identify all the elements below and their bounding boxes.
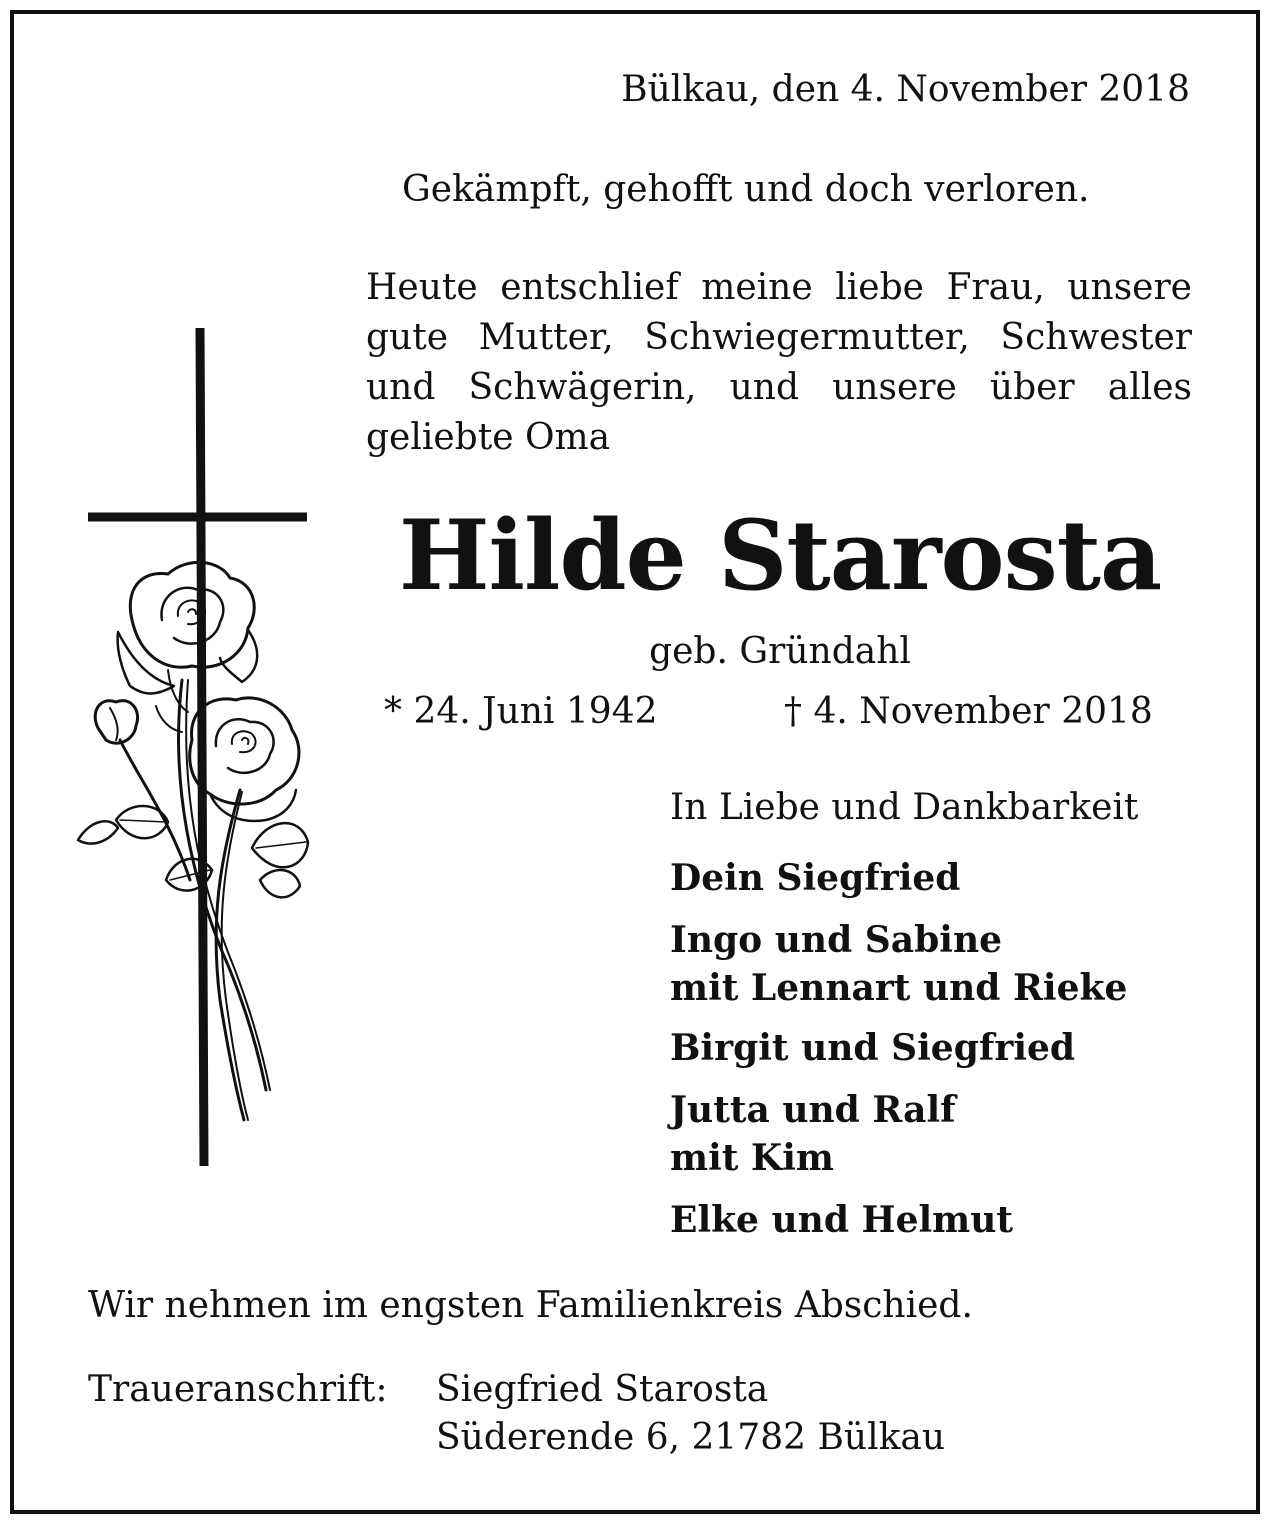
address-label: Traueranschrift: xyxy=(88,1369,388,1410)
mourner-line: Elke und Helmut xyxy=(670,1199,1014,1241)
farewell-text: Wir nehmen im engsten Familienkreis Abschied. xyxy=(88,1285,973,1326)
death-date: † 4. November 2018 xyxy=(784,691,1153,732)
mourner-line: mit Kim xyxy=(670,1137,834,1179)
maiden-name: geb. Gründahl xyxy=(649,631,911,672)
deceased-name: Hilde Starosta xyxy=(398,499,1162,612)
mourner-line: Jutta und Ralf xyxy=(670,1089,956,1131)
intro-line-2: gute Mutter, Schwiegermutter, Schwester xyxy=(366,317,1192,358)
address-name: Siegfried Starosta xyxy=(436,1369,769,1410)
address-street: Süderende 6, 21782 Bülkau xyxy=(436,1417,946,1458)
place-and-date: Bülkau, den 4. November 2018 xyxy=(621,69,1190,110)
mourner-line: Birgit und Siegfried xyxy=(670,1027,1076,1069)
birth-date: * 24. Juni 1942 xyxy=(384,691,658,732)
mourner-line: Ingo und Sabine xyxy=(670,919,1003,961)
intro-line-3: und Schwägerin, und unsere über alles xyxy=(366,367,1192,408)
intro-line-1: Heute entschlief meine liebe Frau, unsere xyxy=(366,267,1192,308)
mourner-line: mit Lennart und Rieke xyxy=(670,967,1128,1009)
mourner-line: Dein Siegfried xyxy=(670,857,961,899)
mourners-intro: In Liebe und Dankbarkeit xyxy=(670,787,1139,828)
intro-line-4: geliebte Oma xyxy=(366,417,611,458)
cross-with-roses-icon xyxy=(70,320,320,1180)
motto: Gekämpft, gehofft und doch verloren. xyxy=(402,169,1090,210)
